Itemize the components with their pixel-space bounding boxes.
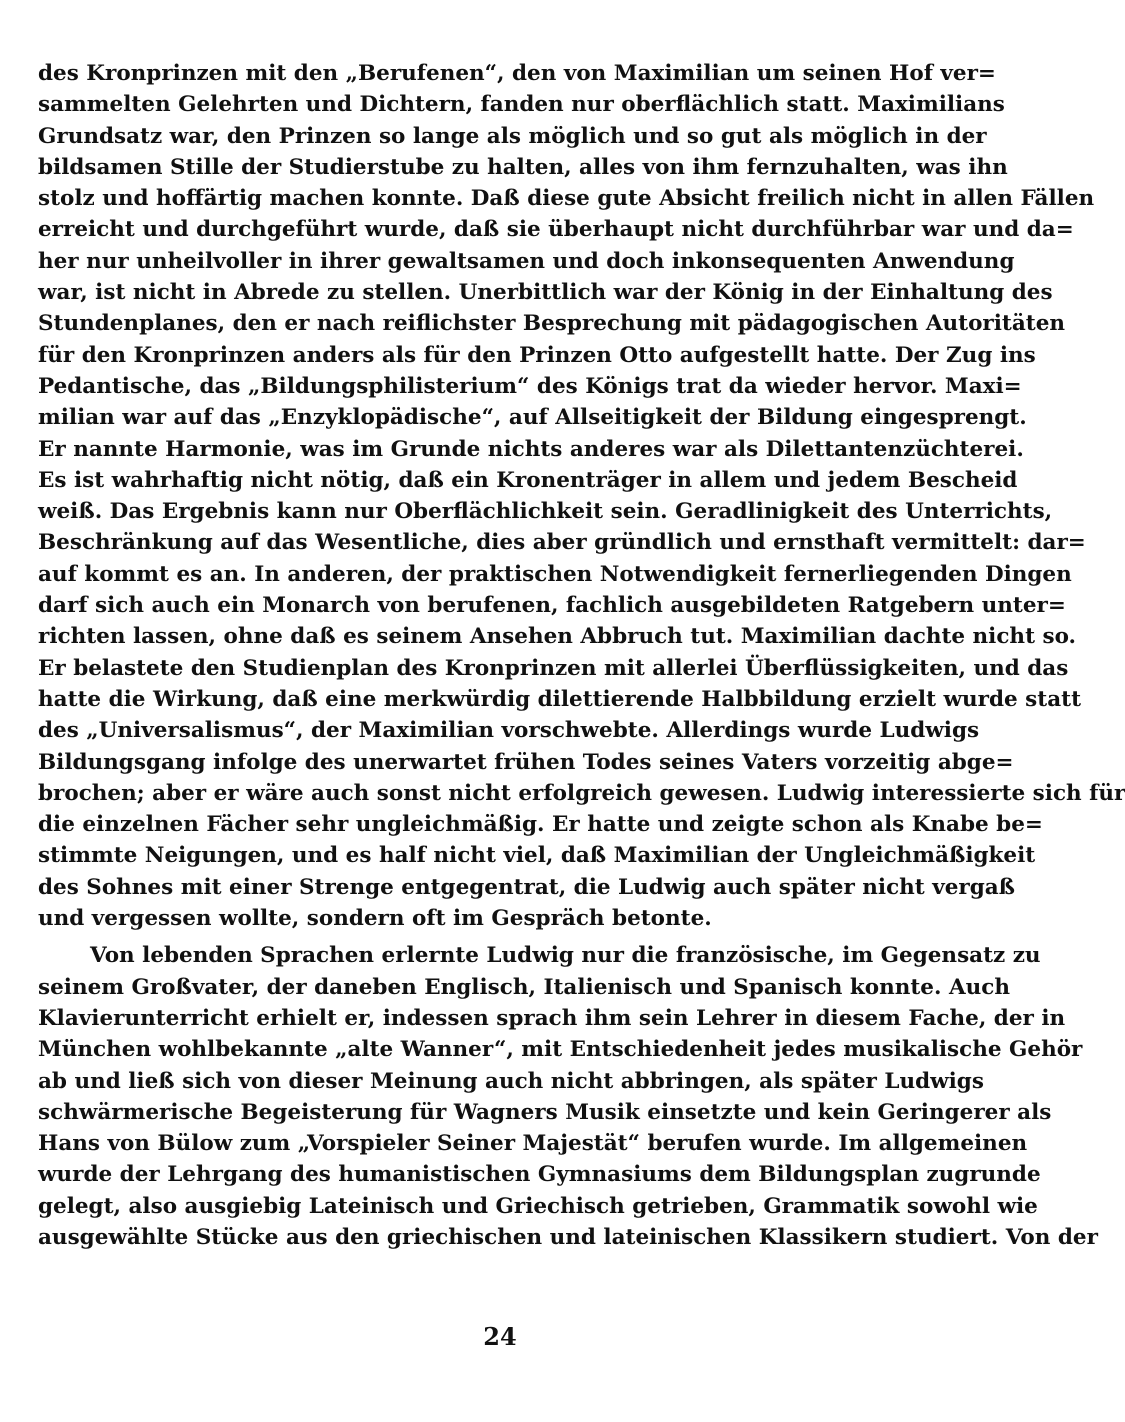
text-line: Beschränkung auf das Wesentliche, dies aber gründlich und ernsthaft vermittelt: dar= [38, 530, 1086, 556]
text-line: die einzelnen Fächer sehr ungleichmäßig. Er hatte und zeigte schon als Knabe be= [38, 812, 1043, 838]
text-line: Klavierunterricht erhielt er, indessen sprach ihm sein Lehrer in diesem Fache, der in [38, 1005, 1066, 1031]
text-line: Bildungsgang infolge des unerwartet frühen Todes seines Vaters vorzeitig abge= [38, 749, 1014, 775]
text-line: milian war auf das „Enzyklopädische“, auf Allseitigkeit der Bildung eingesprengt. [38, 405, 1027, 431]
text-line: Stundenplanes, den er nach reiflichster Besprechung mit pädagogischen Autoritäten [38, 311, 1066, 337]
text-line: bildsamen Stille der Studierstube zu halten, alles von ihm fernzuhalten, was ihn [38, 154, 1008, 180]
text-line: ab und ließ sich von dieser Meinung auch nicht abbringen, als später Ludwigs [38, 1068, 984, 1094]
text-line: war, ist nicht in Abrede zu stellen. Unerbittlich war der König in der Einhaltung des [38, 280, 1053, 306]
text-line: schwärmerische Begeisterung für Wagners Musik einsetzte und kein Geringerer als [38, 1099, 1052, 1125]
text-line: stimmte Neigungen, und es half nicht viel, daß Maximilian der Ungleichmäßigkeit [38, 843, 1036, 869]
text-line: richten lassen, ohne daß es seinem Ansehen Abbruch tut. Maximilian dachte nicht so. [38, 624, 1077, 650]
text-line: sammelten Gelehrten und Dichtern, fanden nur oberflächlich statt. Maximilians [38, 92, 1005, 118]
text-line: her nur unheilvoller in ihrer gewaltsamen und doch inkonsequenten Anwendung [38, 248, 1015, 274]
text-line: Grundsatz war, den Prinzen so lange als möglich und so gut als möglich in der [38, 123, 987, 149]
text-line: darf sich auch ein Monarch von berufenen, fachlich ausgebildeten Ratgebern unter= [38, 593, 1066, 619]
text-line: Er nannte Harmonie, was im Grunde nichts anderes war als Dilettantenzüchterei. [38, 436, 1024, 462]
paragraph-2 [38, 940, 1098, 1253]
text-line: gelegt, also ausgiebig Lateinisch und Griechisch getrieben, Grammatik sowohl wie [38, 1193, 1038, 1219]
text-line: Von lebenden Sprachen erlernte Ludwig nur die französische, im Gegensatz zu [90, 943, 1041, 969]
text-line: weiß. Das Ergebnis kann nur Oberflächlichkeit sein. Geradlinigkeit des Unterrichts, [38, 499, 1053, 525]
text-line: stolz und hoffärtig machen konnte. Daß diese gute Absicht freilich nicht in allen Fällen [38, 186, 1095, 212]
text-line: ausgewählte Stücke aus den griechischen und lateinischen Klassikern studiert. Von der [38, 1224, 1098, 1250]
text-line: Hans von Bülow zum „Vorspieler Seiner Majestät“ berufen wurde. Im allgemeinen [38, 1131, 1028, 1157]
text-line: Es ist wahrhaftig nicht nötig, daß ein Kronenträger in allem und jedem Bescheid [38, 467, 1018, 493]
paragraph-1 [38, 58, 1125, 934]
text-line: München wohlbekannte „alte Wanner“, mit Entschiedenheit jedes musikalische Gehör [38, 1037, 1083, 1063]
body-text [38, 58, 1125, 1253]
text-line: hatte die Wirkung, daß eine merkwürdig dilettierende Halbbildung erzielt wurde statt [38, 686, 1082, 712]
page-number: 24 [483, 1322, 517, 1351]
text-line: brochen; aber er wäre auch sonst nicht erfolgreich gewesen. Ludwig interessierte sich für [38, 780, 1125, 806]
text-line: seinem Großvater, der daneben Englisch, Italienisch und Spanisch konnte. Auch [38, 974, 1010, 1000]
text-line: erreicht und durchgeführt wurde, daß sie überhaupt nicht durchführbar war und da= [38, 217, 1074, 243]
text-line: des „Universalismus“, der Maximilian vorschwebte. Allerdings wurde Ludwigs [38, 718, 980, 744]
text-line: und vergessen wollte, sondern oft im Gespräch betonte. [38, 906, 712, 932]
text-line: auf kommt es an. In anderen, der praktischen Notwendigkeit fernerliegenden Dingen [38, 561, 1072, 587]
text-line: des Sohnes mit einer Strenge entgegentrat, die Ludwig auch später nicht vergaß [38, 874, 1016, 900]
text-line: wurde der Lehrgang des humanistischen Gymnasiums dem Bildungsplan zugrunde [38, 1162, 1041, 1188]
text-line: des Kronprinzen mit den „Berufenen“, den von Maximilian um seinen Hof ver= [38, 61, 996, 86]
text-line: für den Kronprinzen anders als für den Prinzen Otto aufgestellt hatte. Der Zug ins [38, 342, 1036, 368]
text-line: Er belastete den Studienplan des Kronprinzen mit allerlei Überflüssigkeiten, und das [38, 655, 1069, 681]
text-line: Pedantische, das „Bildungsphilisterium“ des Königs trat da wieder hervor. Maxi= [38, 373, 1022, 399]
